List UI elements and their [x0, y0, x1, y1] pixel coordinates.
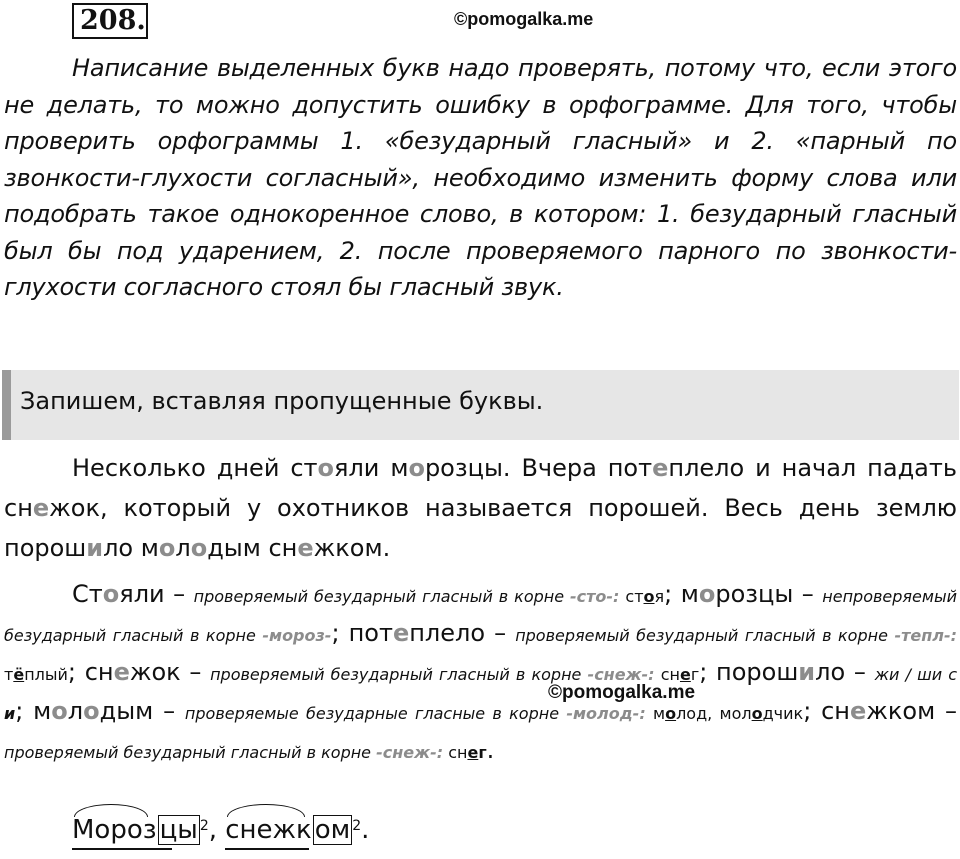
word2-root: снежк	[225, 815, 312, 845]
final-period: .	[361, 815, 370, 845]
intro-text: Написание выделенных букв надо проверять, потому что, если этого не делать, то можно допустить ошибку в орфограмме. Для того, чтобы проверить орфограммы 1. «безударный гласный» и 2. «парный по звонкости-глухости согласный», необходимо изменить форму слова или подобрать такое однокоренное слово, в котором: 1. безударный гласный был бы под ударением, 2. после проверяемого парного по звонкости-глухости согласного стоял бы гласный звук.	[4, 54, 957, 301]
root-arc-mark	[74, 804, 148, 817]
word1-phonetic-mark: 2	[199, 818, 209, 834]
comma: ,	[208, 815, 226, 845]
stem-underline	[225, 848, 309, 850]
instruction-band: Запишем, вставляя пропущенные буквы.	[2, 370, 959, 440]
word2-phonetic-mark: 2	[352, 818, 362, 834]
root-arc-mark	[227, 804, 305, 817]
parsed-word-2	[225, 810, 361, 850]
watermark-middle: ©pomogalka.me	[548, 682, 696, 703]
explanation-paragraph: Стояли – проверяемый безударный гласный в корне -сто-: стоя; морозцы – непроверяемый безударный гласный в корне -мороз-; потеплело – проверяемый безударный гласный в корне -тепл-: тёплый; снежок – проверяемый безударный гласный в корне -снеж-: снег; порошило – жи / ши с и; молодым – проверяемые безударные гласные в корне -молод-: молод, молодчик; снежком – проверяемый безударный гласный в корне -снеж-: снег.	[4, 580, 958, 764]
exercise-number: 208.	[72, 3, 148, 39]
stem-underline	[72, 848, 172, 850]
watermark-top: ©pomogalka.me	[454, 9, 594, 29]
word2-ending-box: ом	[314, 815, 351, 845]
word1-ending-box: цы	[159, 815, 198, 845]
word1-root: Мороз	[72, 815, 157, 845]
word-parsing	[72, 810, 369, 854]
task-paragraph: Несколько дней стояли морозцы. Вчера потеплело и начал падать снежок, который у охотников называется порошей. Весь день землю порошило молодым снежком.	[4, 454, 958, 562]
task-text	[4, 448, 957, 568]
explanation-block	[4, 576, 957, 771]
parsed-word-1	[72, 810, 209, 850]
intro-paragraph	[4, 50, 957, 306]
